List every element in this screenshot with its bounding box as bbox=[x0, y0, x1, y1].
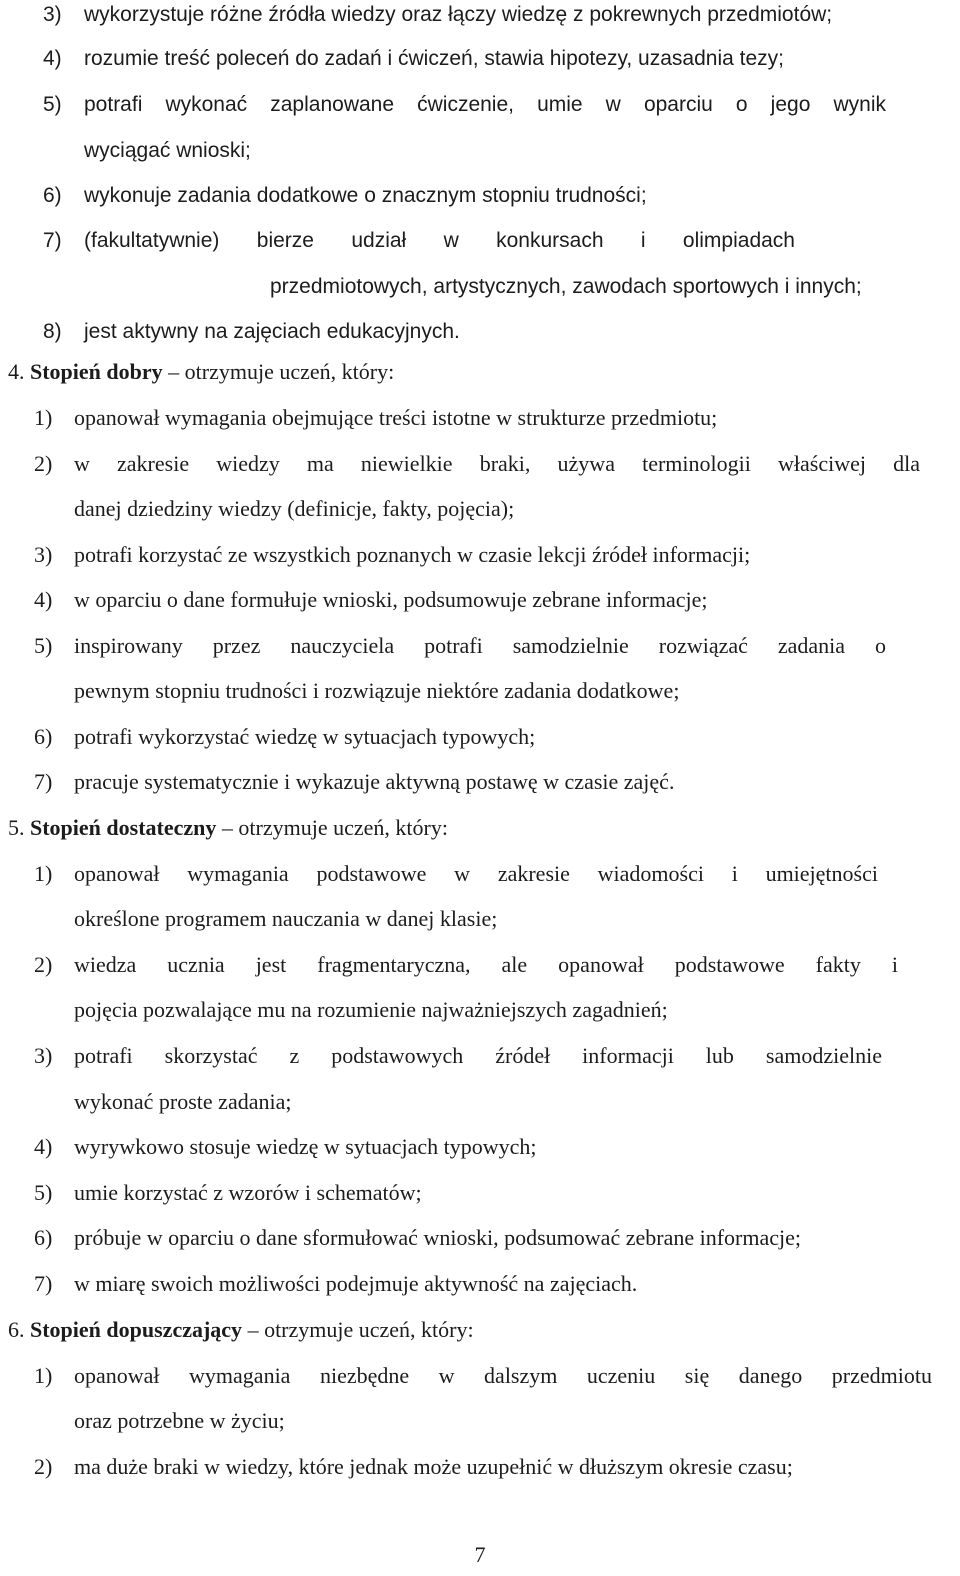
list-item-text: wyrywkowo stosuje wiedzę w sytuacjach typowych; bbox=[74, 1134, 537, 1159]
section-heading bbox=[8, 814, 448, 842]
list-item-text: jest aktywny na zajęciach edukacyjnych. bbox=[84, 320, 460, 343]
list-item-text: pojęcia pozwalające mu na rozumienie najważniejszych zagadnień; bbox=[74, 997, 668, 1022]
list-item-text: określone programem nauczania w danej klasie; bbox=[74, 906, 498, 931]
section-title: Stopień dopuszczający bbox=[30, 1317, 243, 1342]
list-item-text: potrafi wykonać zaplanowane ćwiczenie, umie w oparciu o jego wynik bbox=[84, 93, 886, 116]
list-item-number: 2) bbox=[34, 451, 53, 476]
section-number: 4. bbox=[8, 359, 25, 384]
section-number: 5. bbox=[8, 815, 25, 840]
list-item-text: wyciągać wnioski; bbox=[84, 139, 251, 162]
page-number: 7 bbox=[474, 1542, 486, 1567]
section-title: Stopień dostateczny bbox=[30, 815, 217, 840]
list-item-number: 3) bbox=[34, 542, 53, 567]
list-item-text: potrafi korzystać ze wszystkich poznanych w czasie lekcji źródeł informacji; bbox=[74, 542, 751, 567]
list-item-text: danej dziedziny wiedzy (definicje, fakty, pojęcia); bbox=[74, 496, 515, 521]
list-item-text: opanował wymagania niezbędne w dalszym uczeniu się danego przedmiotu bbox=[74, 1363, 932, 1388]
list-item-text: próbuje w oparciu o dane sformułować wnioski, podsumować zebrane informacje; bbox=[74, 1225, 801, 1250]
list-item-number: 4) bbox=[43, 47, 62, 70]
list-item-text: inspirowany przez nauczyciela potrafi samodzielnie rozwiązać zadania o bbox=[74, 633, 886, 658]
section-title: Stopień dobry bbox=[30, 359, 163, 384]
list-item-number: 7) bbox=[34, 769, 53, 794]
list-item-number: 6) bbox=[43, 184, 62, 207]
list-item-number: 2) bbox=[34, 952, 53, 977]
list-item-text: (fakultatywnie) bierze udział w konkursach i olimpiadach bbox=[84, 229, 795, 252]
list-item-number: 7) bbox=[43, 229, 62, 252]
list-item-text: wykorzystuje różne źródła wiedzy oraz łączy wiedzę z pokrewnych przedmiotów; bbox=[84, 3, 833, 26]
list-item-text: wiedza ucznia jest fragmentaryczna, ale opanował podstawowe fakty i bbox=[74, 952, 898, 977]
section-heading bbox=[8, 1316, 474, 1344]
list-item-number: 6) bbox=[34, 1225, 53, 1250]
list-item-text: opanował wymagania obejmujące treści istotne w strukturze przedmiotu; bbox=[74, 405, 718, 430]
list-item-number: 1) bbox=[34, 861, 53, 886]
list-item-number: 8) bbox=[43, 320, 62, 343]
list-item-text: potrafi wykorzystać wiedzę w sytuacjach typowych; bbox=[74, 724, 536, 749]
list-item-number: 3) bbox=[34, 1043, 53, 1068]
list-item-number: 5) bbox=[34, 1180, 53, 1205]
list-item-number: 4) bbox=[34, 1134, 53, 1159]
section-intro: – otrzymuje uczeń, który: bbox=[162, 359, 395, 384]
list-item-text: ma duże braki w wiedzy, które jednak może uzupełnić w dłuższym okresie czasu; bbox=[74, 1454, 793, 1479]
section-intro: – otrzymuje uczeń, który: bbox=[216, 815, 448, 840]
list-item-number: 2) bbox=[34, 1454, 53, 1479]
list-item-text: potrafi skorzystać z podstawowych źródeł informacji lub samodzielnie bbox=[74, 1043, 882, 1068]
list-item-text: oraz potrzebne w życiu; bbox=[74, 1408, 285, 1433]
list-item-text: wykonać proste zadania; bbox=[74, 1089, 292, 1114]
section-heading bbox=[8, 358, 394, 386]
list-item-text: przedmiotowych, artystycznych, zawodach sportowych i innych; bbox=[270, 275, 862, 298]
list-item-text: rozumie treść poleceń do zadań i ćwiczeń, stawia hipotezy, uzasadnia tezy; bbox=[84, 47, 784, 70]
list-item-number: 5) bbox=[34, 633, 53, 658]
list-item-number: 3) bbox=[43, 3, 62, 26]
list-item-text: opanował wymagania podstawowe w zakresie wiadomości i umiejętności bbox=[74, 861, 878, 886]
list-item-number: 4) bbox=[34, 587, 53, 612]
list-item-text: w oparciu o dane formułuje wnioski, podsumowuje zebrane informacje; bbox=[74, 587, 708, 612]
section-intro: – otrzymuje uczeń, który: bbox=[242, 1317, 474, 1342]
list-item-number: 1) bbox=[34, 1363, 53, 1388]
list-item-number: 5) bbox=[43, 93, 62, 116]
list-item-number: 6) bbox=[34, 724, 53, 749]
list-item-text: w miarę swoich możliwości podejmuje aktywność na zajęciach. bbox=[74, 1271, 638, 1296]
list-item-number: 1) bbox=[34, 405, 53, 430]
list-item-text: pracuje systematycznie i wykazuje aktywną postawę w czasie zajęć. bbox=[74, 769, 675, 794]
list-item-text: umie korzystać z wzorów i schematów; bbox=[74, 1180, 422, 1205]
section-number: 6. bbox=[8, 1317, 25, 1342]
list-item-text: w zakresie wiedzy ma niewielkie braki, używa terminologii właściwej dla bbox=[74, 451, 920, 476]
list-item-text: wykonuje zadania dodatkowe o znacznym stopniu trudności; bbox=[84, 184, 647, 207]
list-item-number: 7) bbox=[34, 1271, 53, 1296]
list-item-text: pewnym stopniu trudności i rozwiązuje niektóre zadania dodatkowe; bbox=[74, 678, 680, 703]
